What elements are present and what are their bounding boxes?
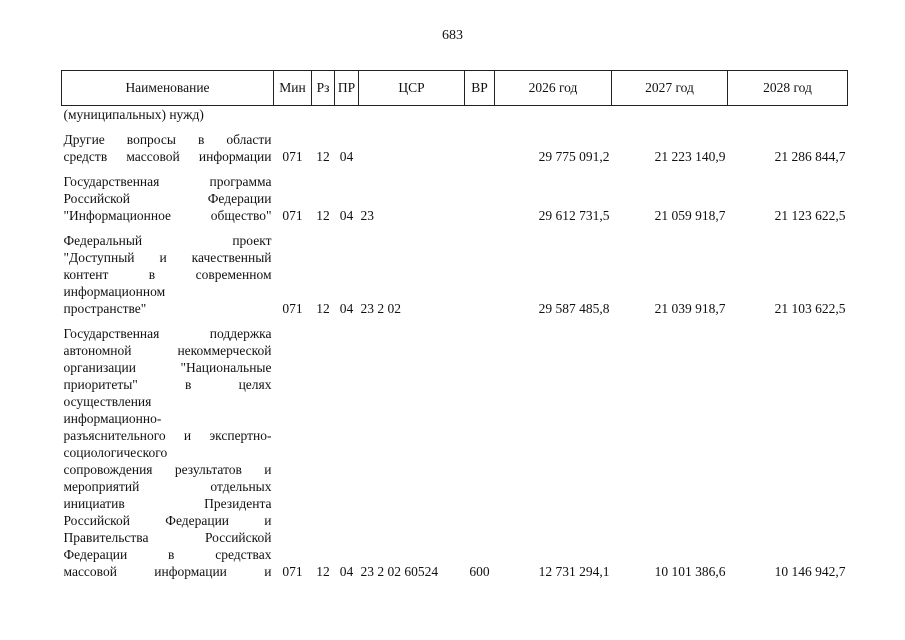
row-name — [62, 131, 274, 165]
cell-y2027: 21 039 918,7 — [654, 301, 726, 316]
budget-table — [61, 70, 848, 580]
row-name — [62, 325, 274, 580]
header-vr: ВР — [465, 71, 495, 106]
cell-pr: 04 — [339, 149, 354, 164]
cell-csr — [359, 106, 465, 124]
cell-rz: 12 — [316, 149, 330, 164]
row-spacer-cell — [62, 224, 848, 232]
row-name-line: Государственная поддержка — [63, 326, 272, 341]
row-name-line: Другие вопросы в области — [63, 132, 272, 147]
row-spacer — [62, 224, 848, 232]
table-row — [62, 173, 848, 224]
row-name-line: пространстве" — [63, 301, 147, 316]
cell-y2028 — [728, 106, 848, 124]
row-name-line: информационно- — [63, 411, 162, 426]
row-name-line: контент в современном — [63, 267, 272, 282]
cell-pr: 04 — [339, 208, 354, 223]
row-name-line: социологического — [63, 445, 168, 460]
cell-y2027: 10 101 386,6 — [654, 564, 726, 579]
row-spacer-cell — [62, 123, 848, 131]
table-header-row — [62, 71, 848, 106]
header-pr: ПР — [335, 71, 359, 106]
cell-y2026: 12 731 294,1 — [538, 564, 610, 579]
row-name-line: организации "Национальные — [63, 360, 272, 375]
row-name-line: "Информационное общество" — [63, 208, 272, 223]
row-name — [62, 106, 274, 124]
row-name-line: сопровождения результатов и — [63, 462, 272, 477]
table-row — [62, 131, 848, 165]
cell-csr: 23 — [360, 208, 374, 223]
row-name-line: информационном — [63, 284, 166, 299]
row-name-line: (муниципальных) нужд) — [63, 107, 204, 122]
cell-y2026: 29 775 091,2 — [538, 149, 610, 164]
cell-min: 071 — [282, 301, 303, 316]
cell-vr — [465, 173, 495, 224]
header-2027: 2027 год — [612, 71, 728, 106]
row-name-line: приоритеты" в целях — [63, 377, 272, 392]
cell-y2028: 21 286 844,7 — [774, 149, 846, 164]
cell-vr — [465, 106, 495, 124]
table-body — [62, 106, 848, 581]
row-name-line: мероприятий отдельных — [63, 479, 272, 494]
cell-vr — [465, 131, 495, 165]
row-name-line: массовой информации и — [63, 564, 272, 579]
cell-min: 071 — [282, 149, 303, 164]
header-csr: ЦСР — [359, 71, 465, 106]
table-row — [62, 325, 848, 580]
row-name-line: инициатив Президента — [63, 496, 272, 511]
page-number: 683 — [442, 28, 463, 43]
cell-pr — [335, 106, 359, 124]
row-name-line: Государственная программа — [63, 174, 272, 189]
row-name-line: осуществления — [63, 394, 152, 409]
cell-y2028: 10 146 942,7 — [774, 564, 846, 579]
row-spacer-cell — [62, 317, 848, 325]
table-row — [62, 232, 848, 317]
header-2028: 2028 год — [728, 71, 848, 106]
row-name-line: Российской Федерации и — [63, 513, 272, 528]
cell-y2027: 21 223 140,9 — [654, 149, 726, 164]
row-spacer — [62, 165, 848, 173]
cell-rz: 12 — [316, 564, 330, 579]
row-spacer — [62, 123, 848, 131]
row-spacer — [62, 317, 848, 325]
cell-csr: 23 2 02 — [360, 301, 401, 316]
cell-csr — [359, 131, 465, 165]
cell-min — [274, 106, 312, 124]
row-name-line: Федеральный проект — [63, 233, 272, 248]
cell-rz — [312, 106, 335, 124]
cell-csr: 23 2 02 60524 — [360, 564, 439, 579]
cell-y2028: 21 123 622,5 — [774, 208, 846, 223]
cell-y2026: 29 612 731,5 — [538, 208, 610, 223]
cell-y2027: 21 059 918,7 — [654, 208, 726, 223]
header-2026: 2026 год — [495, 71, 612, 106]
cell-rz: 12 — [316, 301, 330, 316]
cell-rz: 12 — [316, 208, 330, 223]
header-min: Мин — [274, 71, 312, 106]
cell-vr — [465, 232, 495, 317]
header-rz: Рз — [312, 71, 335, 106]
row-name — [62, 232, 274, 317]
row-name-line: средств массовой информации — [63, 149, 272, 164]
header-name: Наименование — [62, 71, 274, 106]
row-name-line: разъяснительного и экспертно- — [63, 428, 272, 443]
row-name-line: Российской Федерации — [63, 191, 272, 206]
table-row — [62, 106, 848, 124]
row-name-line: Правительства Российской — [63, 530, 272, 545]
row-name — [62, 173, 274, 224]
cell-y2028: 21 103 622,5 — [774, 301, 846, 316]
cell-pr: 04 — [339, 301, 354, 316]
row-name-line: "Доступный и качественный — [63, 250, 272, 265]
row-spacer-cell — [62, 165, 848, 173]
cell-min: 071 — [282, 208, 303, 223]
cell-min: 071 — [282, 564, 303, 579]
cell-y2027 — [612, 106, 728, 124]
row-name-line: Федерации в средствах — [63, 547, 272, 562]
cell-y2026: 29 587 485,8 — [538, 301, 610, 316]
row-name-line: автономной некоммерческой — [63, 343, 272, 358]
cell-vr: 600 — [469, 564, 490, 579]
cell-y2026 — [495, 106, 612, 124]
cell-pr: 04 — [339, 564, 354, 579]
